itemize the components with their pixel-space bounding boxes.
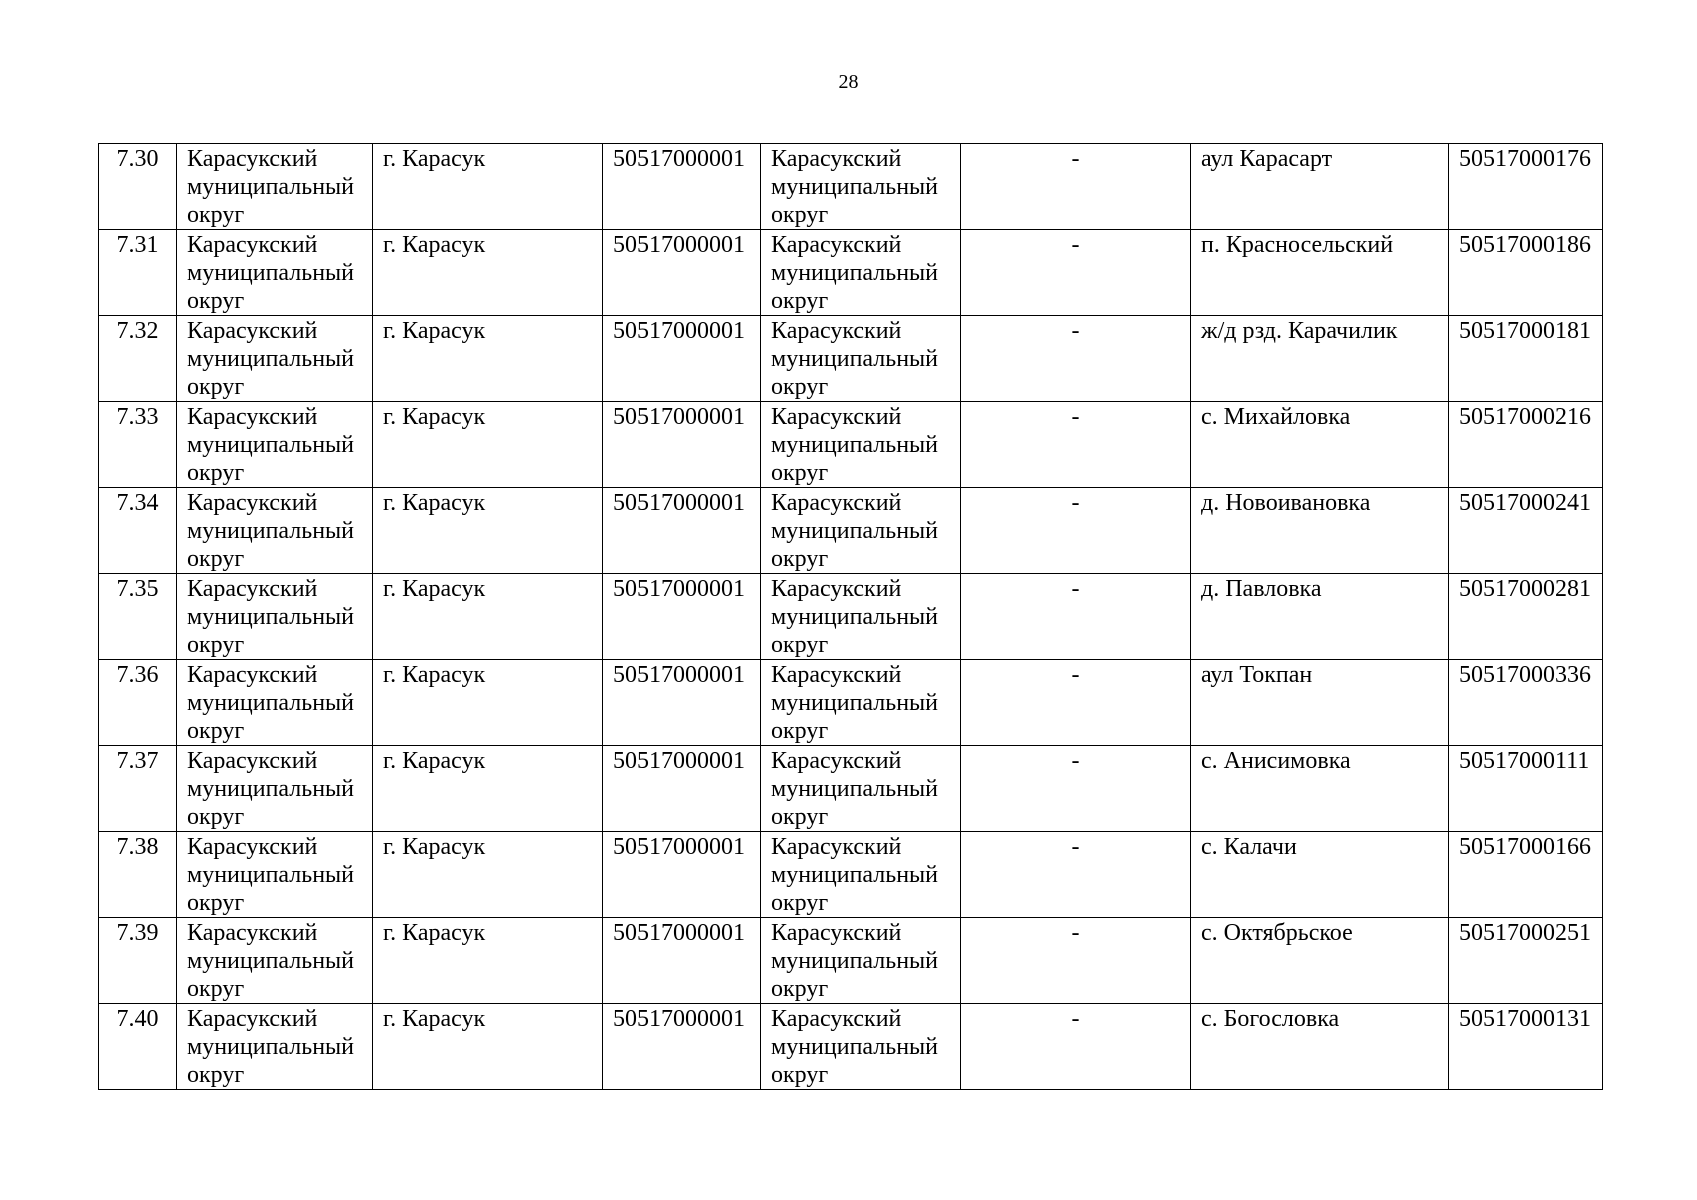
table-row xyxy=(99,144,1603,230)
center-code-cell: 50517000001 xyxy=(603,660,761,746)
table-row xyxy=(99,660,1603,746)
center-cell: г. Карасук xyxy=(373,488,603,574)
district-cell: Карасукский муниципальный округ xyxy=(177,316,373,402)
dash-cell: - xyxy=(961,918,1191,1004)
settlement-code-cell: 50517000241 xyxy=(1449,488,1603,574)
row-number-cell: 7.36 xyxy=(99,660,177,746)
row-number-cell: 7.35 xyxy=(99,574,177,660)
dash-cell: - xyxy=(961,574,1191,660)
center-cell: г. Карасук xyxy=(373,918,603,1004)
center-cell: г. Карасук xyxy=(373,402,603,488)
municipality-cell: Карасукский муниципальный округ xyxy=(761,402,961,488)
district-cell: Карасукский муниципальный округ xyxy=(177,660,373,746)
settlement-cell: с. Калачи xyxy=(1191,832,1449,918)
dash-cell: - xyxy=(961,746,1191,832)
dash-cell: - xyxy=(961,402,1191,488)
settlement-cell: с. Михайловка xyxy=(1191,402,1449,488)
municipality-cell: Карасукский муниципальный округ xyxy=(761,316,961,402)
district-cell: Карасукский муниципальный округ xyxy=(177,230,373,316)
center-code-cell: 50517000001 xyxy=(603,402,761,488)
settlement-cell: д. Павловка xyxy=(1191,574,1449,660)
page-number: 28 xyxy=(838,71,859,93)
row-number-cell: 7.32 xyxy=(99,316,177,402)
municipality-cell: Карасукский муниципальный округ xyxy=(761,1004,961,1090)
center-cell: г. Карасук xyxy=(373,144,603,230)
table-row xyxy=(99,1004,1603,1090)
dash-cell: - xyxy=(961,316,1191,402)
table-row xyxy=(99,746,1603,832)
center-code-cell: 50517000001 xyxy=(603,144,761,230)
center-cell: г. Карасук xyxy=(373,746,603,832)
dash-cell: - xyxy=(961,144,1191,230)
settlement-code-cell: 50517000111 xyxy=(1449,746,1603,832)
table-row xyxy=(99,574,1603,660)
center-cell: г. Карасук xyxy=(373,230,603,316)
row-number-cell: 7.40 xyxy=(99,1004,177,1090)
settlement-code-cell: 50517000181 xyxy=(1449,316,1603,402)
table-row xyxy=(99,918,1603,1004)
center-code-cell: 50517000001 xyxy=(603,574,761,660)
settlement-cell: аул Токпан xyxy=(1191,660,1449,746)
municipality-cell: Карасукский муниципальный округ xyxy=(761,574,961,660)
row-number-cell: 7.34 xyxy=(99,488,177,574)
settlement-cell: с. Богословка xyxy=(1191,1004,1449,1090)
row-number-cell: 7.30 xyxy=(99,144,177,230)
municipality-cell: Карасукский муниципальный округ xyxy=(761,488,961,574)
table-body xyxy=(99,144,1603,1090)
municipality-cell: Карасукский муниципальный округ xyxy=(761,230,961,316)
row-number-cell: 7.38 xyxy=(99,832,177,918)
row-number-cell: 7.31 xyxy=(99,230,177,316)
municipality-cell: Карасукский муниципальный округ xyxy=(761,918,961,1004)
dash-cell: - xyxy=(961,230,1191,316)
district-cell: Карасукский муниципальный округ xyxy=(177,144,373,230)
settlement-cell: п. Красносельский xyxy=(1191,230,1449,316)
center-cell: г. Карасук xyxy=(373,574,603,660)
center-code-cell: 50517000001 xyxy=(603,230,761,316)
table-row xyxy=(99,316,1603,402)
dash-cell: - xyxy=(961,1004,1191,1090)
row-number-cell: 7.33 xyxy=(99,402,177,488)
center-code-cell: 50517000001 xyxy=(603,918,761,1004)
center-cell: г. Карасук xyxy=(373,316,603,402)
dash-cell: - xyxy=(961,832,1191,918)
settlement-code-cell: 50517000131 xyxy=(1449,1004,1603,1090)
settlements-table xyxy=(98,143,1603,1090)
dash-cell: - xyxy=(961,660,1191,746)
table-row xyxy=(99,230,1603,316)
settlement-code-cell: 50517000216 xyxy=(1449,402,1603,488)
center-code-cell: 50517000001 xyxy=(603,316,761,402)
table-row xyxy=(99,832,1603,918)
table-row xyxy=(99,402,1603,488)
table-row xyxy=(99,488,1603,574)
center-cell: г. Карасук xyxy=(373,1004,603,1090)
settlement-code-cell: 50517000336 xyxy=(1449,660,1603,746)
settlement-cell: с. Октябрьское xyxy=(1191,918,1449,1004)
center-cell: г. Карасук xyxy=(373,660,603,746)
center-cell: г. Карасук xyxy=(373,832,603,918)
center-code-cell: 50517000001 xyxy=(603,746,761,832)
settlement-cell: с. Анисимовка xyxy=(1191,746,1449,832)
settlement-code-cell: 50517000281 xyxy=(1449,574,1603,660)
center-code-cell: 50517000001 xyxy=(603,488,761,574)
center-code-cell: 50517000001 xyxy=(603,1004,761,1090)
district-cell: Карасукский муниципальный округ xyxy=(177,488,373,574)
settlement-cell: аул Карасарт xyxy=(1191,144,1449,230)
dash-cell: - xyxy=(961,488,1191,574)
settlement-code-cell: 50517000251 xyxy=(1449,918,1603,1004)
center-code-cell: 50517000001 xyxy=(603,832,761,918)
district-cell: Карасукский муниципальный округ xyxy=(177,918,373,1004)
district-cell: Карасукский муниципальный округ xyxy=(177,746,373,832)
municipality-cell: Карасукский муниципальный округ xyxy=(761,660,961,746)
municipality-cell: Карасукский муниципальный округ xyxy=(761,746,961,832)
settlement-cell: д. Новоивановка xyxy=(1191,488,1449,574)
settlement-code-cell: 50517000166 xyxy=(1449,832,1603,918)
district-cell: Карасукский муниципальный округ xyxy=(177,402,373,488)
settlement-cell: ж/д рзд. Карачилик xyxy=(1191,316,1449,402)
municipality-cell: Карасукский муниципальный округ xyxy=(761,144,961,230)
municipality-cell: Карасукский муниципальный округ xyxy=(761,832,961,918)
district-cell: Карасукский муниципальный округ xyxy=(177,1004,373,1090)
settlement-code-cell: 50517000186 xyxy=(1449,230,1603,316)
district-cell: Карасукский муниципальный округ xyxy=(177,574,373,660)
settlement-code-cell: 50517000176 xyxy=(1449,144,1603,230)
row-number-cell: 7.37 xyxy=(99,746,177,832)
district-cell: Карасукский муниципальный округ xyxy=(177,832,373,918)
row-number-cell: 7.39 xyxy=(99,918,177,1004)
